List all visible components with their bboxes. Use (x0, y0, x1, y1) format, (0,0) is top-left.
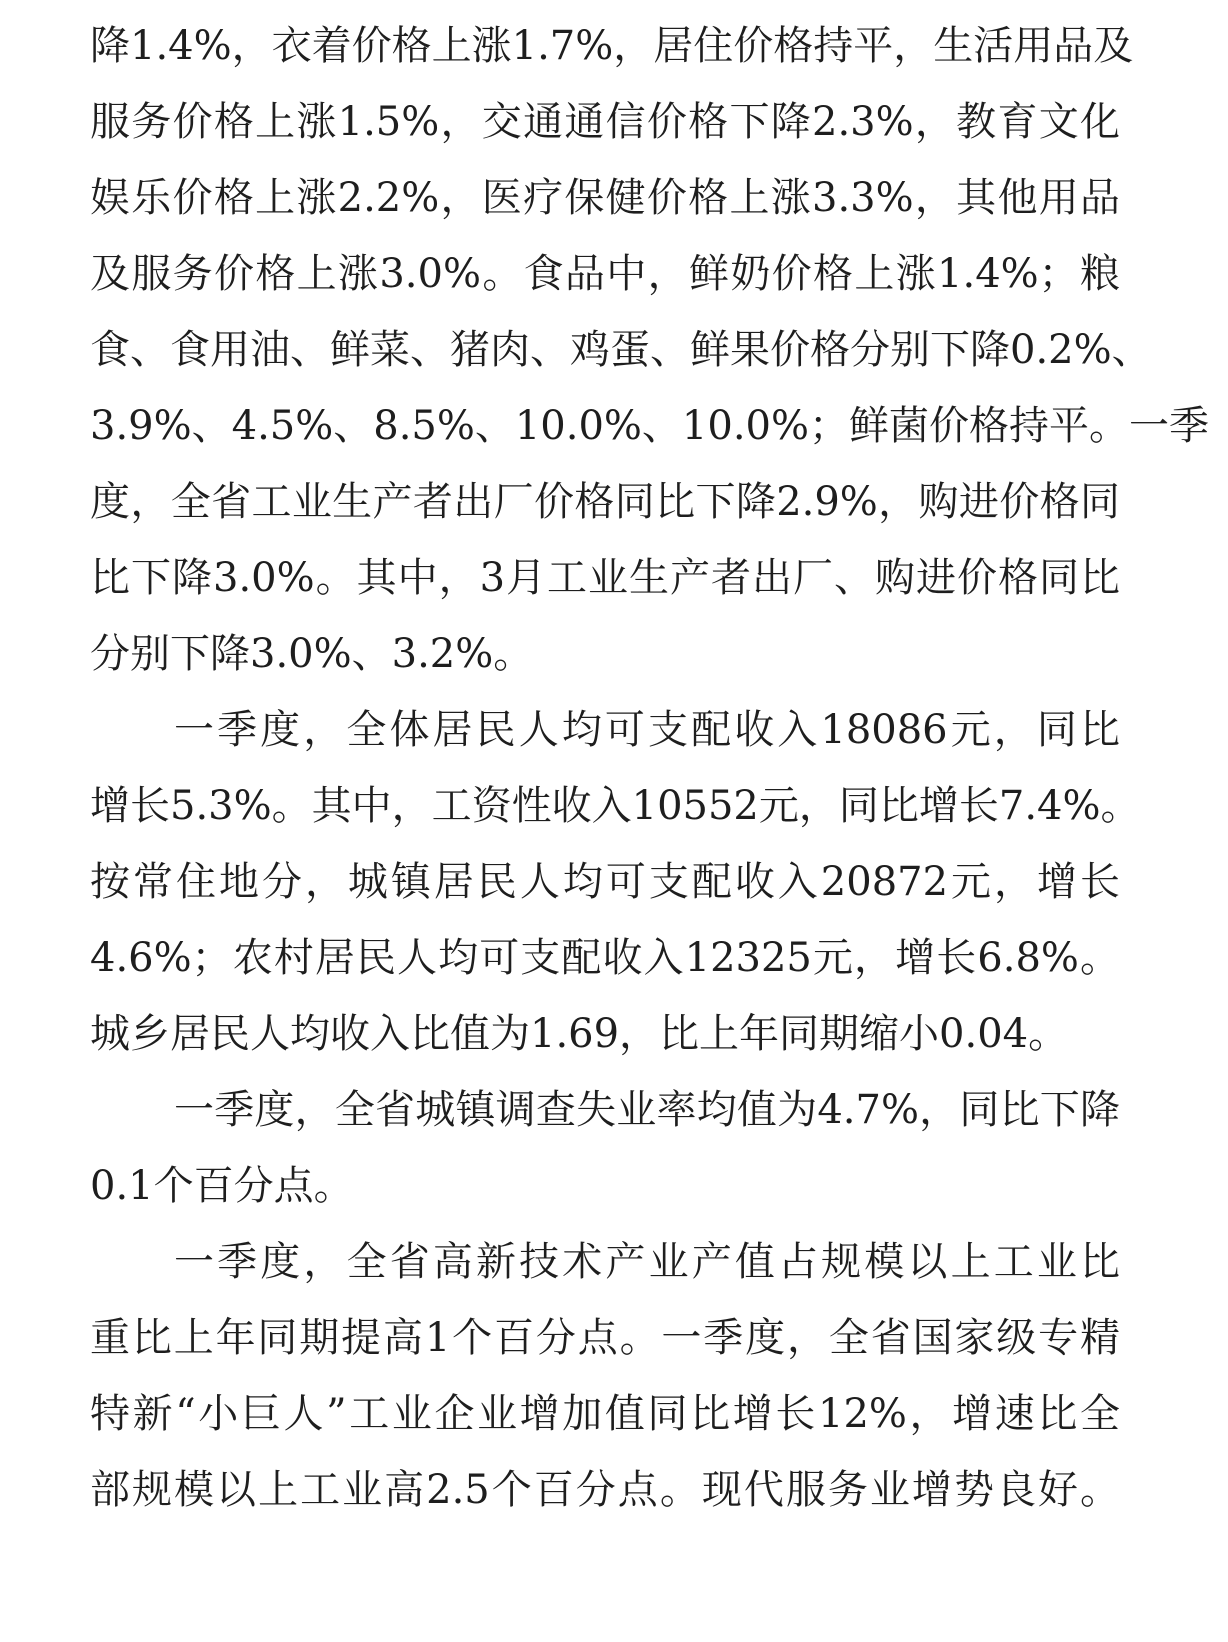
text-line: 及服务价格上涨3.0%。食品中，鲜奶价格上涨1.4%；粮 (90, 251, 1120, 297)
text-line: 0.1个百分点。 (90, 1163, 354, 1209)
text-line: 特新“小巨人”工业企业增加值同比增长12%，增速比全 (90, 1391, 1120, 1437)
document-page (90, 8, 1210, 1528)
text-line: 娱乐价格上涨2.2%，医疗保健价格上涨3.3%，其他用品 (90, 175, 1120, 221)
text-line: 服务价格上涨1.5%，交通通信价格下降2.3%，教育文化 (90, 99, 1120, 145)
paragraph-first-line: 一季度，全体居民人均可支配收入18086元，同比 (174, 707, 1120, 753)
text-line: 4.6%；农村居民人均可支配收入12325元，增长6.8%。 (90, 935, 1120, 981)
text-line: 按常住地分，城镇居民人均可支配收入20872元，增长 (90, 859, 1120, 905)
text-line: 度，全省工业生产者出厂价格同比下降2.9%，购进价格同 (90, 479, 1120, 525)
text-line: 3.9%、4.5%、8.5%、10.0%、10.0%；鲜菌价格持平。一季 (90, 403, 1210, 449)
text-line: 城乡居民人均收入比值为1.69，比上年同期缩小0.04。 (90, 1011, 1069, 1057)
text-line: 增长5.3%。其中，工资性收入10552元，同比增长7.4%。 (90, 783, 1141, 829)
text-line: 降1.4%，衣着价格上涨1.7%，居住价格持平，生活用品及 (90, 23, 1134, 69)
text-line: 比下降3.0%。其中，3月工业生产者出厂、购进价格同比 (90, 555, 1120, 601)
paragraph-first-line: 一季度，全省高新技术产业产值占规模以上工业比 (174, 1239, 1120, 1285)
paragraph-first-line: 一季度，全省城镇调查失业率均值为4.7%，同比下降 (174, 1087, 1120, 1133)
text-line: 重比上年同期提高1个百分点。一季度，全省国家级专精 (90, 1315, 1120, 1361)
text-line: 分别下降3.0%、3.2%。 (90, 631, 534, 677)
text-line: 食、食用油、鲜菜、猪肉、鸡蛋、鲜果价格分别下降0.2%、 (90, 327, 1152, 373)
text-line: 部规模以上工业高2.5个百分点。现代服务业增势良好。 (90, 1467, 1120, 1513)
